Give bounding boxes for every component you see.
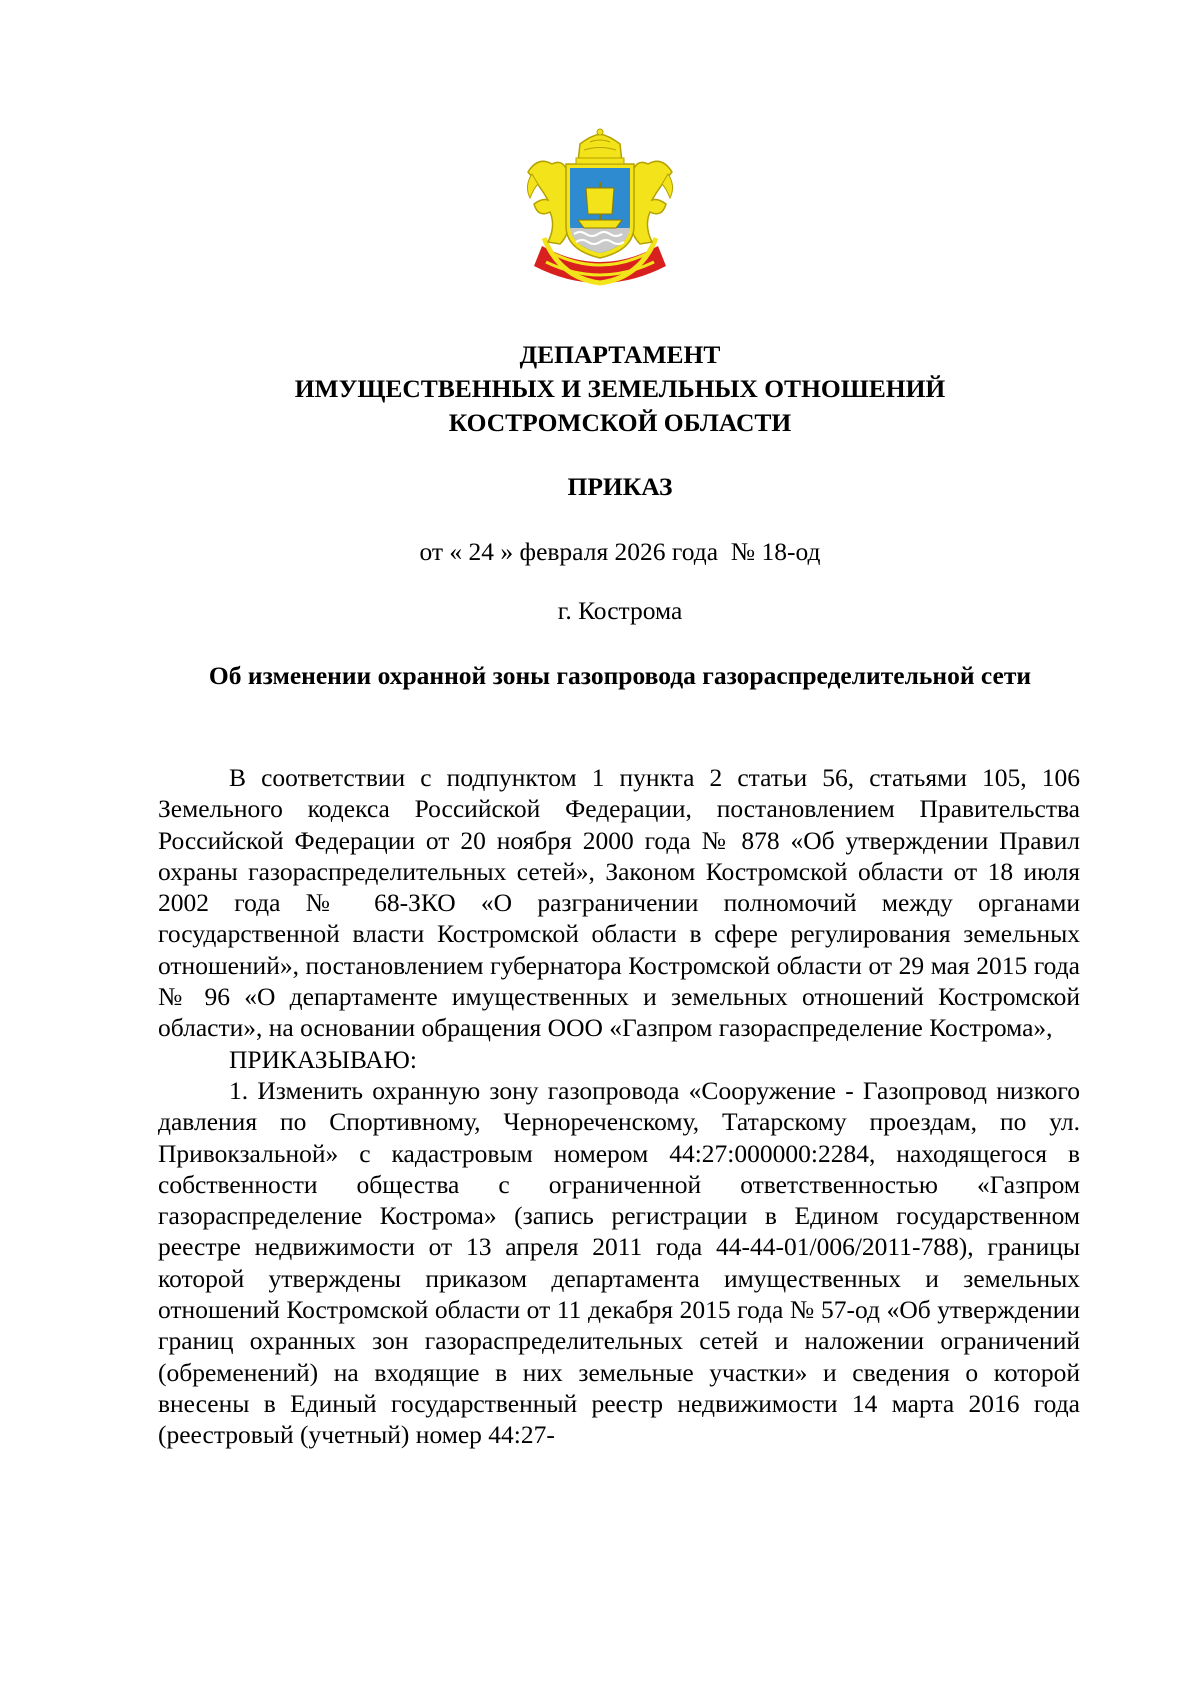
order-subject: Об изменении охранной зоны газопровода газораспределительной сети [208, 661, 1032, 690]
order-date-number: от « 24 » февраля 2026 года № 18-од [419, 537, 821, 566]
order-title: ПРИКАЗ [567, 472, 673, 501]
item-1-paragraph: 1. Изменить охранную зону газопровода «Сооружение - Газопровод низкого давления по Спортивному, Чернореченскому, Татарскому проездам, по ул. Привокзальной» с кадастровым номером 44:27:000000:2284, находящегося в собственности общества с ограниченной ответственностью «Газпром газораспределение Кострома» (запись регистрации в Едином государственном реестре недвижимости от 13 апреля 2011 года 44-44-01/006/2011-788), границы которой утверждены приказом департамента имущественных и земельных отношений Костромской области от 11 декабря 2015 года № 57-од «Об утверждении границ охранных зон газораспределительных сетей и наложении ограничений (обременений) на входящие в них земельные участки» и сведения о которой внесены в Единый государственный реестр недвижимости 14 марта 2016 года (реестровый (учетный) номер 44:27- [158, 1075, 1080, 1450]
order-body [158, 762, 1080, 1451]
order-word: ПРИКАЗЫВАЮ: [229, 1044, 417, 1074]
header-line-1: ДЕПАРТАМЕНТ [519, 340, 721, 369]
coat-of-arms-icon [520, 128, 680, 300]
order-city: г. Кострома [557, 596, 683, 625]
preamble-paragraph: В соответствии с подпунктом 1 пункта 2 статьи 56, статьями 105, 106 Земельного кодекса Российской Федерации, постановлением Правительства Российской Федерации от 20 ноября 2000 года № 878 «Об утверждении Правил охраны газораспределительных сетей», Законом Костромской области от 18 июля 2002 года № 68-ЗКО «О разграничении полномочий между органами государственной власти Костромской области в сфере регулирования земельных отношений», постановлением губернатора Костромской области от 29 мая 2015 года № 96 «О департаменте имущественных и земельных отношений Костромской области», на основании обращения ООО «Газпром газораспределение Кострома», [158, 763, 1080, 1043]
department-header [160, 338, 1080, 440]
header-line-2: ИМУЩЕСТВЕННЫХ И ЗЕМЕЛЬНЫХ ОТНОШЕНИЙ [294, 374, 946, 403]
header-line-3: КОСТРОМСКОЙ ОБЛАСТИ [448, 408, 792, 437]
